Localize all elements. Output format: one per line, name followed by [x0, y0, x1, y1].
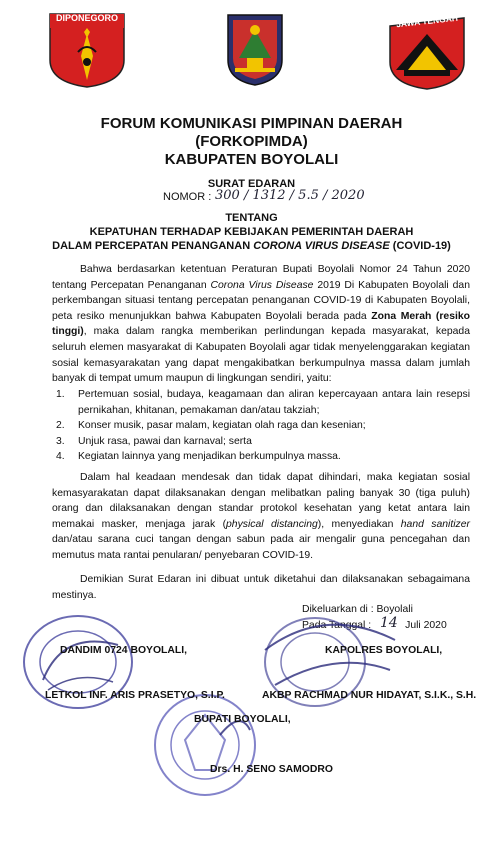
forkopimda-title: (FORKOPIMDA) [195, 133, 308, 150]
diponegoro-logo [48, 12, 126, 88]
jawa-tengah-logo [386, 12, 468, 90]
issued-date: Pada Tanggal : Juli 2020 [302, 620, 447, 631]
dandim-name: LETKOL INF. ARIS PRASETYO, S.I.P. [45, 690, 225, 701]
kabupaten-title: KABUPATEN BOYOLALI [164, 151, 339, 168]
boyolali-logo [225, 12, 285, 86]
kapolres-title: KAPOLRES BOYOLALI, [325, 645, 443, 656]
kapolres-name: AKBP RACHMAD NUR HIDAYAT, S.I.K., S.H. [262, 690, 477, 701]
bupati-name: Drs. H. SENO SAMODRO [210, 764, 333, 775]
tentang-label: TENTANG [225, 212, 278, 224]
forum-title: FORUM KOMUNIKASI PIMPINAN DAERAH [100, 115, 403, 132]
list-item: 4. Kegiatan lainnya yang menjadikan berkumpulnya massa. [56, 451, 341, 463]
activity-list [52, 387, 470, 465]
bupati-stamp [150, 690, 260, 800]
subject-line-1: KEPATUHAN TERHADAP KEBIJAKAN PEMERINTAH DAERAH [89, 226, 414, 238]
list-item: 1. Pertemuan sosial, budaya, keagamaan dan aliran kepercayaan antara lain resepsi pernikahan, khitanan, pemakaman dan/atau takziah; [56, 389, 470, 416]
paragraph-3: Demikian Surat Edaran ini dibuat untuk diketahui dan dilaksanakan sebagaimana mestinya. [52, 574, 470, 601]
jawa-tengah-label: JAWA TENGAH [395, 12, 459, 30]
issued-place: Dikeluarkan di : Boyolali [302, 604, 413, 615]
nomor-value: 300 / 1312 / 5.5 / 2020 [215, 188, 365, 203]
issued-date-day: 14 [380, 615, 398, 631]
bupati-title: BUPATI BOYOLALI, [194, 714, 291, 725]
list-item: 3. Unjuk rasa, pawai dan karnaval; serta [56, 435, 252, 447]
boyolali-coat-of-arms-icon [225, 12, 285, 86]
paragraph-1: Bahwa berdasarkan ketentuan Peraturan Bupati Boyolali Nomor 24 Tahun 2020 tentang Percepatan Penanganan Corona Virus Disease 2019 Di Kabupaten Boyolali dan perkembangan situasi tentang percepatan penanganan COVID-19 di Kabupaten Boyolali, peta resiko menunjukkan bahwa Kabupaten Boyolali berada pada Zona Merah (resiko tinggi), maka dalam rangka memberikan perlindungan kepada masyarakat, kepada seluruh elemen masyarakat di Kabupaten Boyolali agar tidak menyelenggarakan kegiatan sosial kemasyarakatan yang dapat mengakibatkan berkumpulnya massa dalam jumlah banyak di tempat umum maupun di lingkungan sendiri, yaitu: [52, 264, 470, 385]
nomor-label: NOMOR : [163, 191, 212, 203]
diponegoro-label: DIPONEGORO [55, 13, 118, 23]
paragraph-2: Dalam hal keadaan mendesak dan tidak dapat dihindari, maka kegiatan sosial kemasyarakatan dapat dilaksanakan dengan melibatkan paling banyak 30 (tiga puluh) orang dan dilaksanakan dengan standar protokol kesehatan yang ketat antara lain memakai masker, menjaga jarak (physical distancing), menyediakan hand sanitizer dan/atau sarana cuci tangan dengan sabun pada air mengalir guna pencegahan dan memutus mata rantai penularan/ penyebaran COVID-19. [52, 472, 470, 561]
list-item: 2. Konser musik, pasar malam, kegiatan olah raga dan kesenian; [56, 420, 366, 432]
surat-edaran-title: SURAT EDARAN [207, 178, 296, 190]
diponegoro-emblem-icon [48, 12, 126, 88]
subject-line-2: DALAM PERCEPATAN PENANGANAN CORONA VIRUS DISEASE (COVID-19) [52, 240, 451, 252]
dandim-title: DANDIM 0724 BOYOLALI, [60, 645, 188, 656]
